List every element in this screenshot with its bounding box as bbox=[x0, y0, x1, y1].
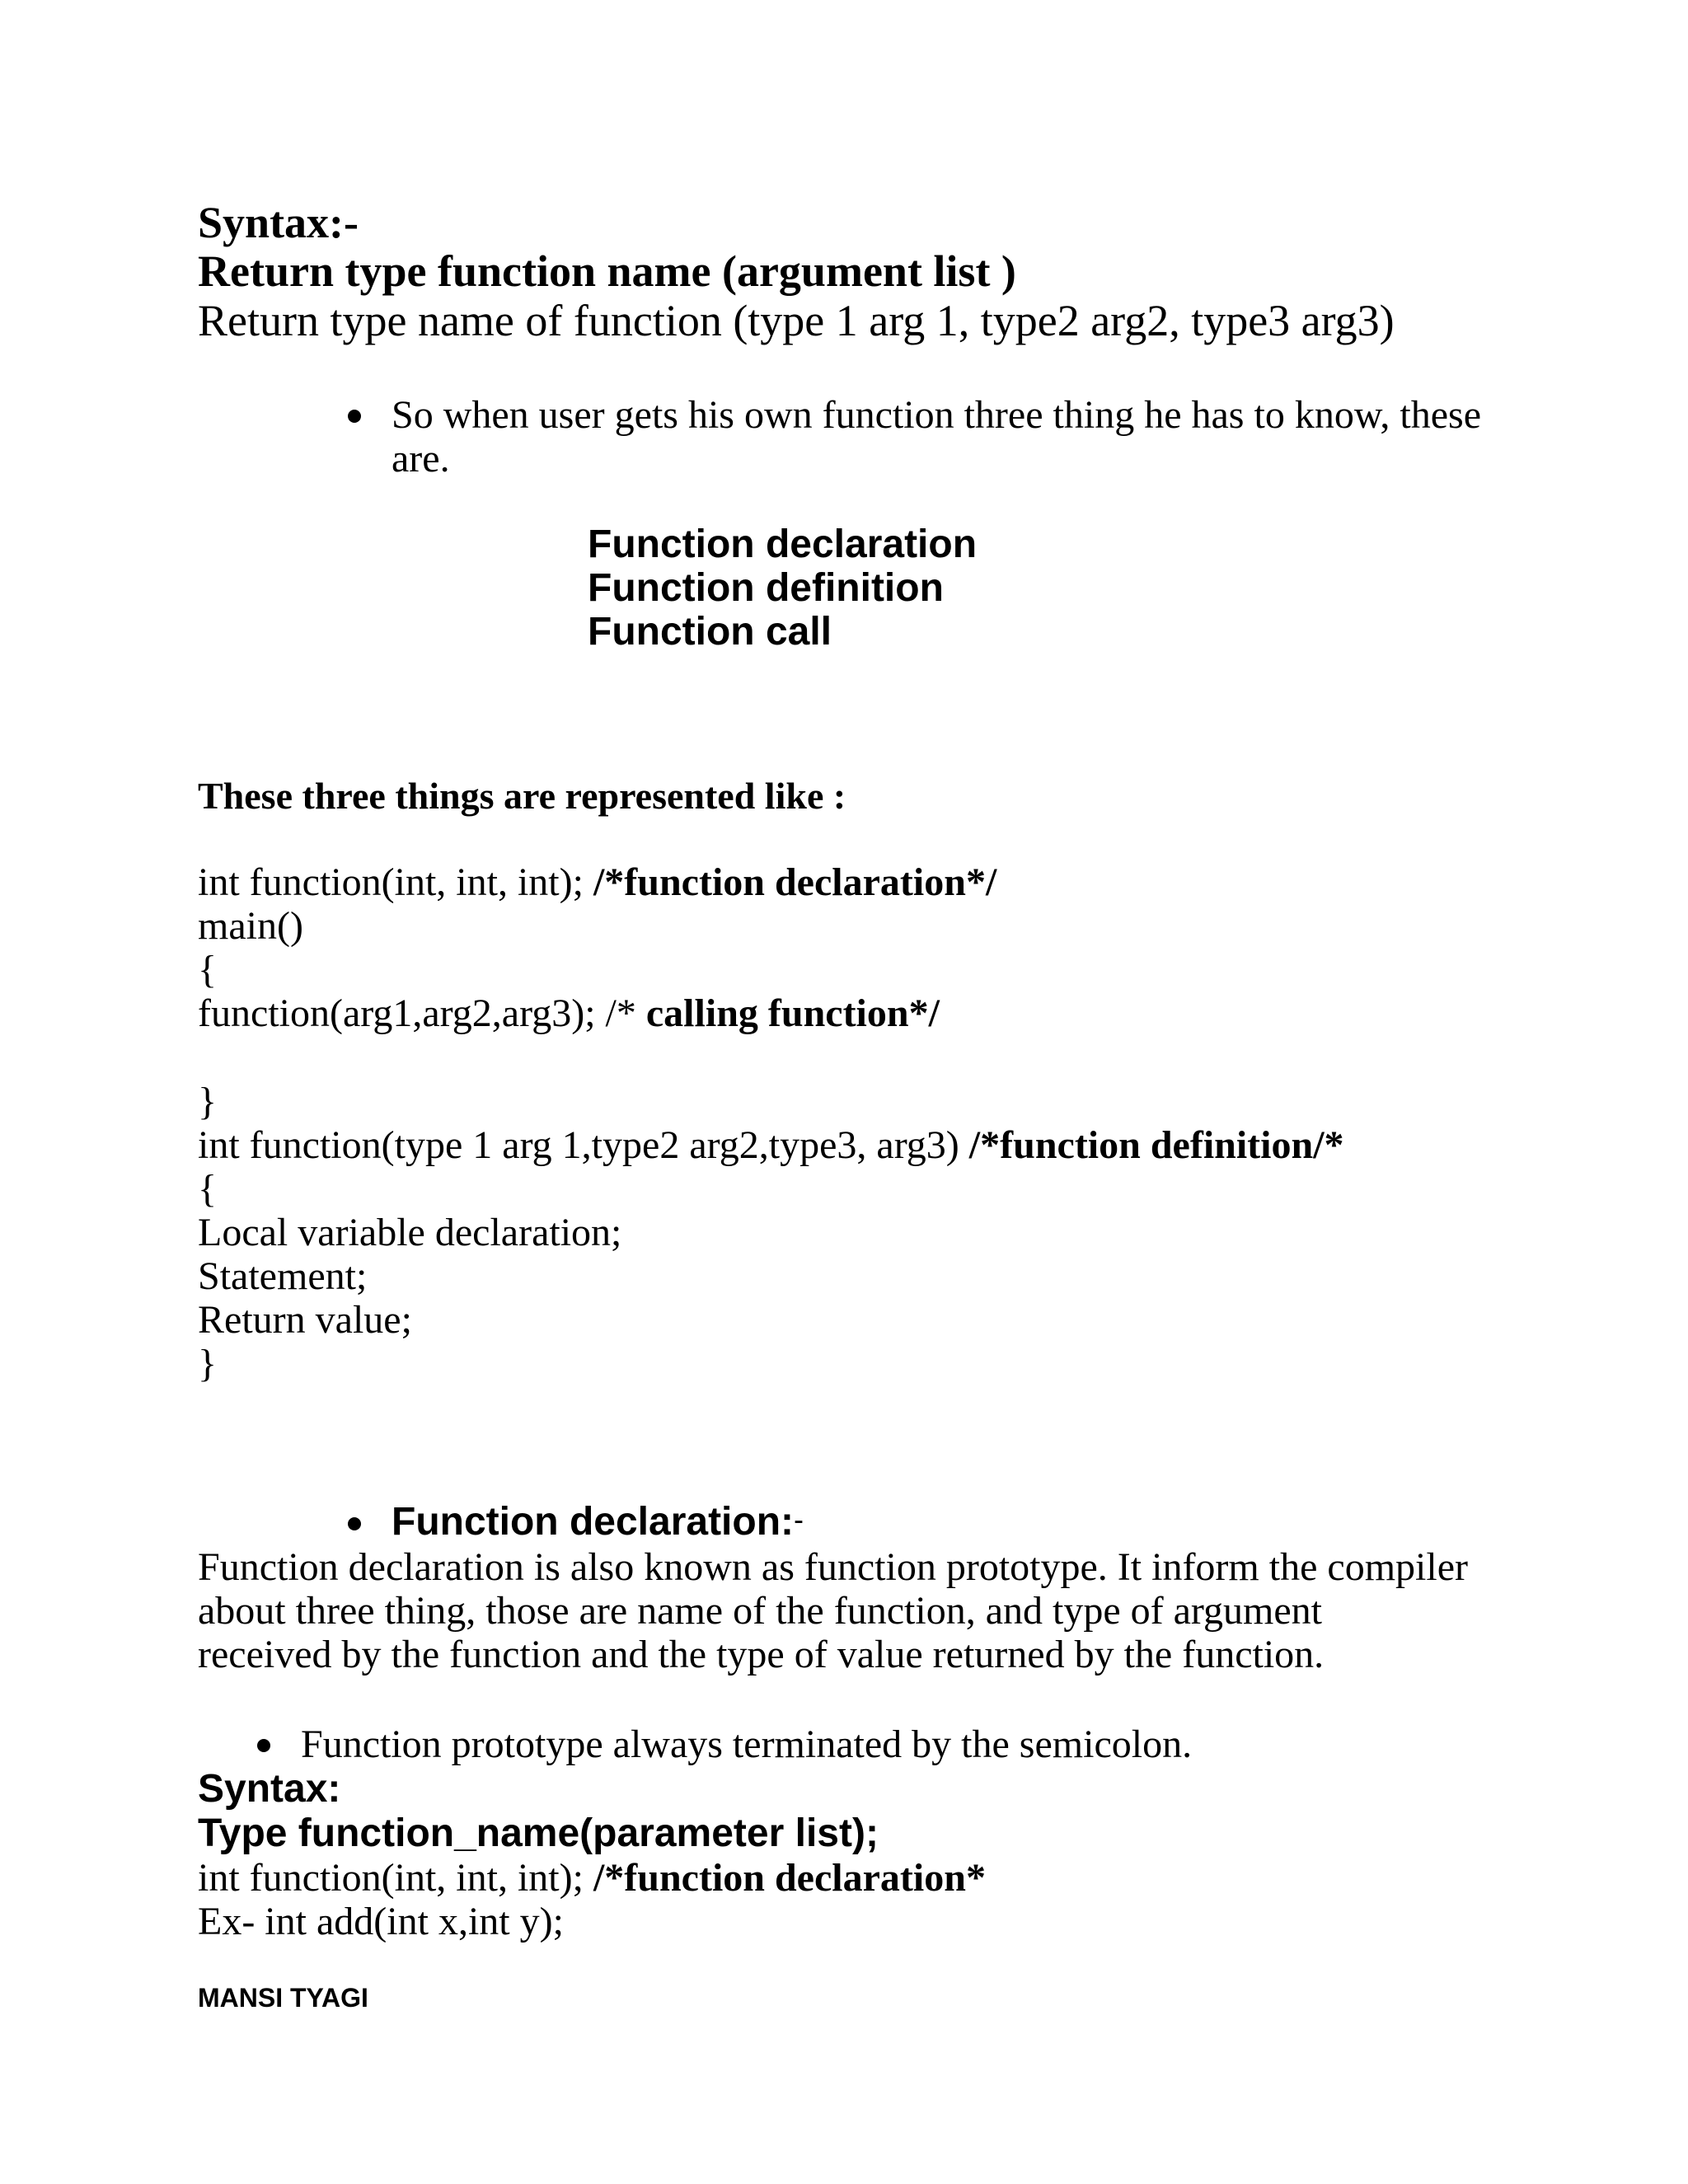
footer-author: MANSI TYAGI bbox=[198, 1983, 368, 2013]
represented-heading: These three things are represented like : bbox=[198, 775, 846, 817]
code-brace-close: } bbox=[198, 1080, 218, 1123]
code-text: int function(int, int, int); bbox=[198, 860, 593, 904]
code-return-line: Return value; bbox=[198, 1298, 412, 1342]
declaration-para-line-2: about three thing, those are name of the function, and type of argument bbox=[198, 1589, 1323, 1633]
syntax-line-2: Return type name of function (type 1 arg 1, type2 arg2, type3 arg3) bbox=[198, 296, 1395, 345]
prototype-bullet-line: Function prototype always terminated by the semicolon. bbox=[301, 1722, 1193, 1766]
intro-bullet-line-1: So when user gets his own function three thing he has to know, these bbox=[392, 393, 1481, 437]
declaration-example-line bbox=[198, 1858, 986, 1898]
code-statement-line: Statement; bbox=[198, 1254, 368, 1298]
declaration-syntax-heading: Syntax: bbox=[198, 1767, 341, 1811]
bullet-icon bbox=[348, 1517, 361, 1530]
code-text: int function(int, int, int); bbox=[198, 1856, 593, 1900]
bullet-icon bbox=[257, 1739, 270, 1752]
syntax-line-1: Return type function name (argument list ) bbox=[198, 246, 1016, 296]
three-things-item-call: Function call bbox=[588, 610, 832, 654]
code-comment: /*function declaration*/ bbox=[593, 860, 997, 904]
code-definition-line bbox=[198, 1123, 1344, 1167]
code-main-line: main() bbox=[198, 904, 303, 948]
code-text: function(arg1,arg2,arg3); bbox=[198, 991, 606, 1035]
code-brace-open: { bbox=[198, 948, 218, 991]
code-declaration-line bbox=[198, 860, 997, 904]
declaration-ex-line: Ex- int add(int x,int y); bbox=[198, 1900, 564, 1943]
code-local-line: Local variable declaration; bbox=[198, 1211, 622, 1254]
declaration-title-suffix: - bbox=[794, 1502, 804, 1536]
three-things-item-declaration: Function declaration bbox=[588, 523, 978, 566]
declaration-syntax-line: Type function_name(parameter list); bbox=[198, 1811, 879, 1855]
declaration-para-line-3: received by the function and the type of value returned by the function. bbox=[198, 1633, 1325, 1676]
declaration-para-line-1: Function declaration is also known as function prototype. It inform the compiler bbox=[198, 1545, 1468, 1589]
code-comment: /*function definition/* bbox=[968, 1123, 1344, 1167]
code-comment-prefix: /* bbox=[605, 991, 646, 1035]
declaration-bullet-title bbox=[392, 1502, 804, 1542]
three-things-item-definition: Function definition bbox=[588, 566, 944, 610]
bullet-icon bbox=[348, 410, 361, 423]
code-comment: /*function declaration* bbox=[593, 1856, 986, 1900]
code-call-line bbox=[198, 991, 940, 1035]
declaration-title: Function declaration: bbox=[392, 1500, 795, 1544]
intro-bullet-line-2: are. bbox=[392, 437, 450, 480]
code-brace-open: { bbox=[198, 1167, 218, 1211]
code-text: int function(type 1 arg 1,type2 arg2,type3, arg3) bbox=[198, 1123, 969, 1167]
code-comment: calling function*/ bbox=[645, 991, 940, 1035]
syntax-heading: Syntax:- bbox=[198, 198, 359, 247]
code-brace-close: } bbox=[198, 1342, 218, 1385]
